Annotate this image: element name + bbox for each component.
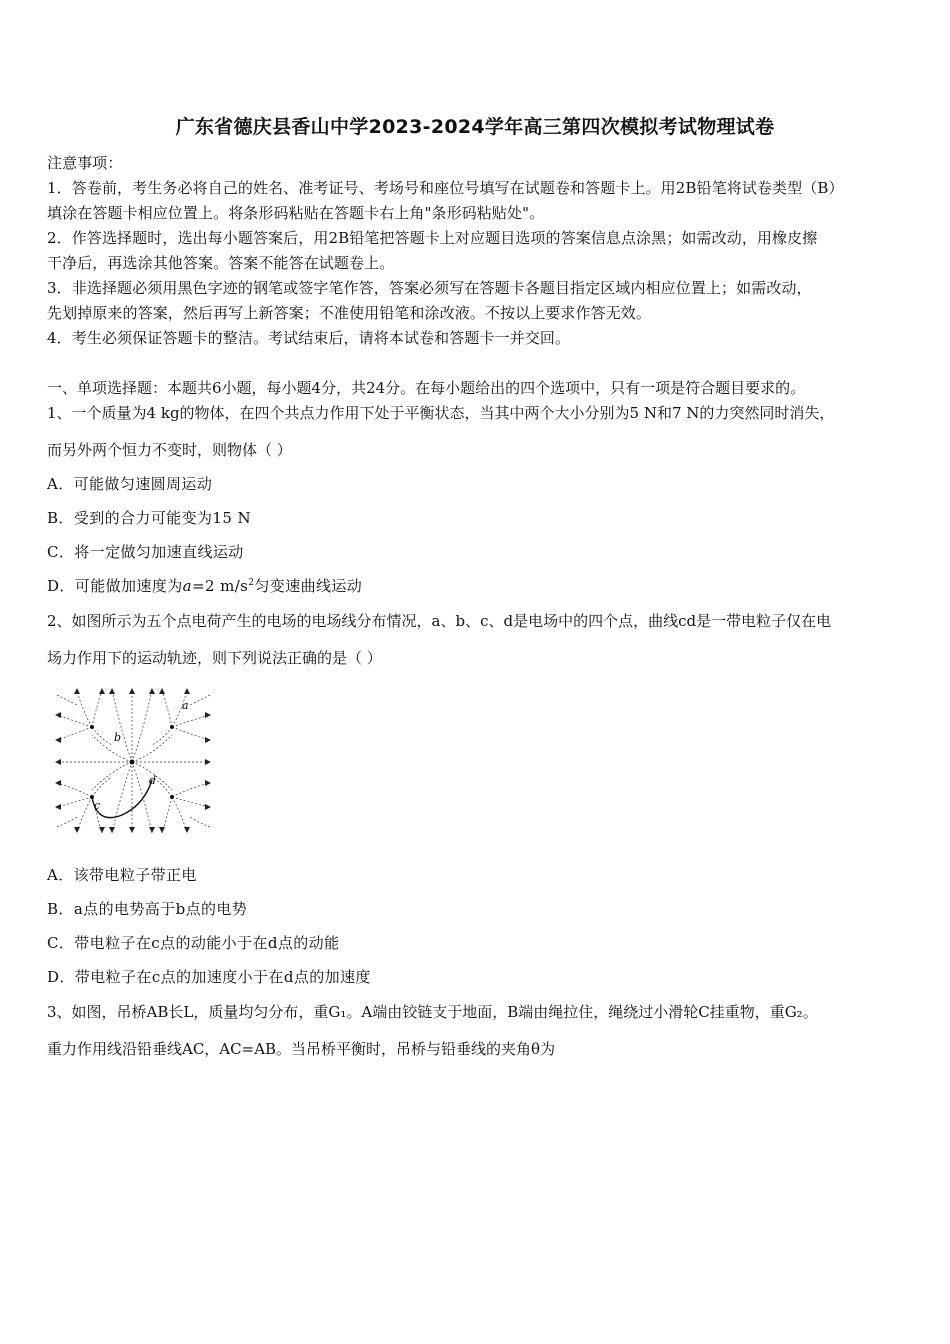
q2-option-c: C．带电粒子在c点的动能小于在d点的动能 xyxy=(47,934,340,952)
question-1-stem: 1、一个质量为4 kg的物体，在四个共点力作用下处于平衡状态，当其中两个大小分别为5 N和7 N的力突然同时消失， xyxy=(47,404,835,422)
notice-line: 先划掉原来的答案，然后再写上新答案；不准使用铅笔和涂改液。不按以上要求作答无效。 xyxy=(47,304,652,322)
section-heading: 一、单项选择题：本题共6小题，每小题4分，共24分。在每小题给出的四个选项中，只有一项是符合题目要求的。 xyxy=(47,379,806,397)
notice-heading: 注意事项： xyxy=(47,154,123,172)
question-3-stem: 3、如图，吊桥AB长L，质量均匀分布，重G₁。A端由铰链支于地面，B端由绳拉住，绳绕过小滑轮C挂重物，重G₂。 xyxy=(47,1003,818,1021)
notice-line: 干净后，再选涂其他答案。答案不能答在试题卷上。 xyxy=(47,254,395,272)
field-lines-diagram xyxy=(52,685,214,835)
trajectory-cd xyxy=(92,780,152,818)
electric-field-figure xyxy=(52,685,214,835)
point-b-label: b xyxy=(114,731,122,744)
notice-line: 填涂在答题卡相应位置上。将条形码粘贴在答题卡右上角"条形码粘贴处"。 xyxy=(47,204,545,222)
page-title: 广东省德庆县香山中学2023-2024学年高三第四次模拟考试物理试卷 xyxy=(175,116,775,138)
point-a-label: a xyxy=(182,699,189,712)
question-2-stem: 场力作用下的运动轨迹，则下列说法正确的是（ ） xyxy=(47,649,382,667)
question-3-stem: 重力作用线沿铅垂线AC，AC=AB。当吊桥平衡时，吊桥与铅垂线的夹角θ为 xyxy=(47,1040,556,1058)
notice-line: 4．考生必须保证答题卡的整洁。考试结束后，请将本试卷和答题卡一并交回。 xyxy=(47,329,571,347)
question-2-stem: 2、如图所示为五个点电荷产生的电场的电场线分布情况，a、b、c、d是电场中的四个点，曲线cd是一带电粒子仅在电 xyxy=(47,612,832,630)
point-d-label: d xyxy=(149,774,157,787)
q1-option-d: D．可能做加速度为a=2 $m/s^2$匀变速曲线运动 xyxy=(47,577,363,595)
question-1-stem: 而另外两个恒力不变时，则物体（ ） xyxy=(47,441,292,459)
notice-line: 2．作答选择题时，选出每小题答案后，用2B铅笔把答题卡上对应题目选项的答案信息点涂黑；如需改动，用橡皮擦 xyxy=(47,229,818,247)
q1-option-a: A．可能做匀速圆周运动 xyxy=(47,475,213,493)
q2-option-b: B．a点的电势高于b点的电势 xyxy=(47,900,248,918)
q1-option-c: C．将一定做匀加速直线运动 xyxy=(47,543,244,561)
point-c-label: c xyxy=(94,799,101,812)
q2-option-d: D．带电粒子在c点的加速度小于在d点的加速度 xyxy=(47,968,371,986)
q1-option-b: B．受到的合力可能变为15 N xyxy=(47,509,252,527)
notice-line: 1．答卷前，考生务必将自己的姓名、准考证号、考场号和座位号填写在试题卷和答题卡上。用2B铅笔将试卷类型（B） xyxy=(47,179,844,197)
notice-line: 3．非选择题必须用黑色字迹的钢笔或签字笔作答，答案必须写在答题卡各题目指定区域内相应位置上；如需改动， xyxy=(47,279,812,297)
q2-option-a: A．该带电粒子带正电 xyxy=(47,866,197,884)
